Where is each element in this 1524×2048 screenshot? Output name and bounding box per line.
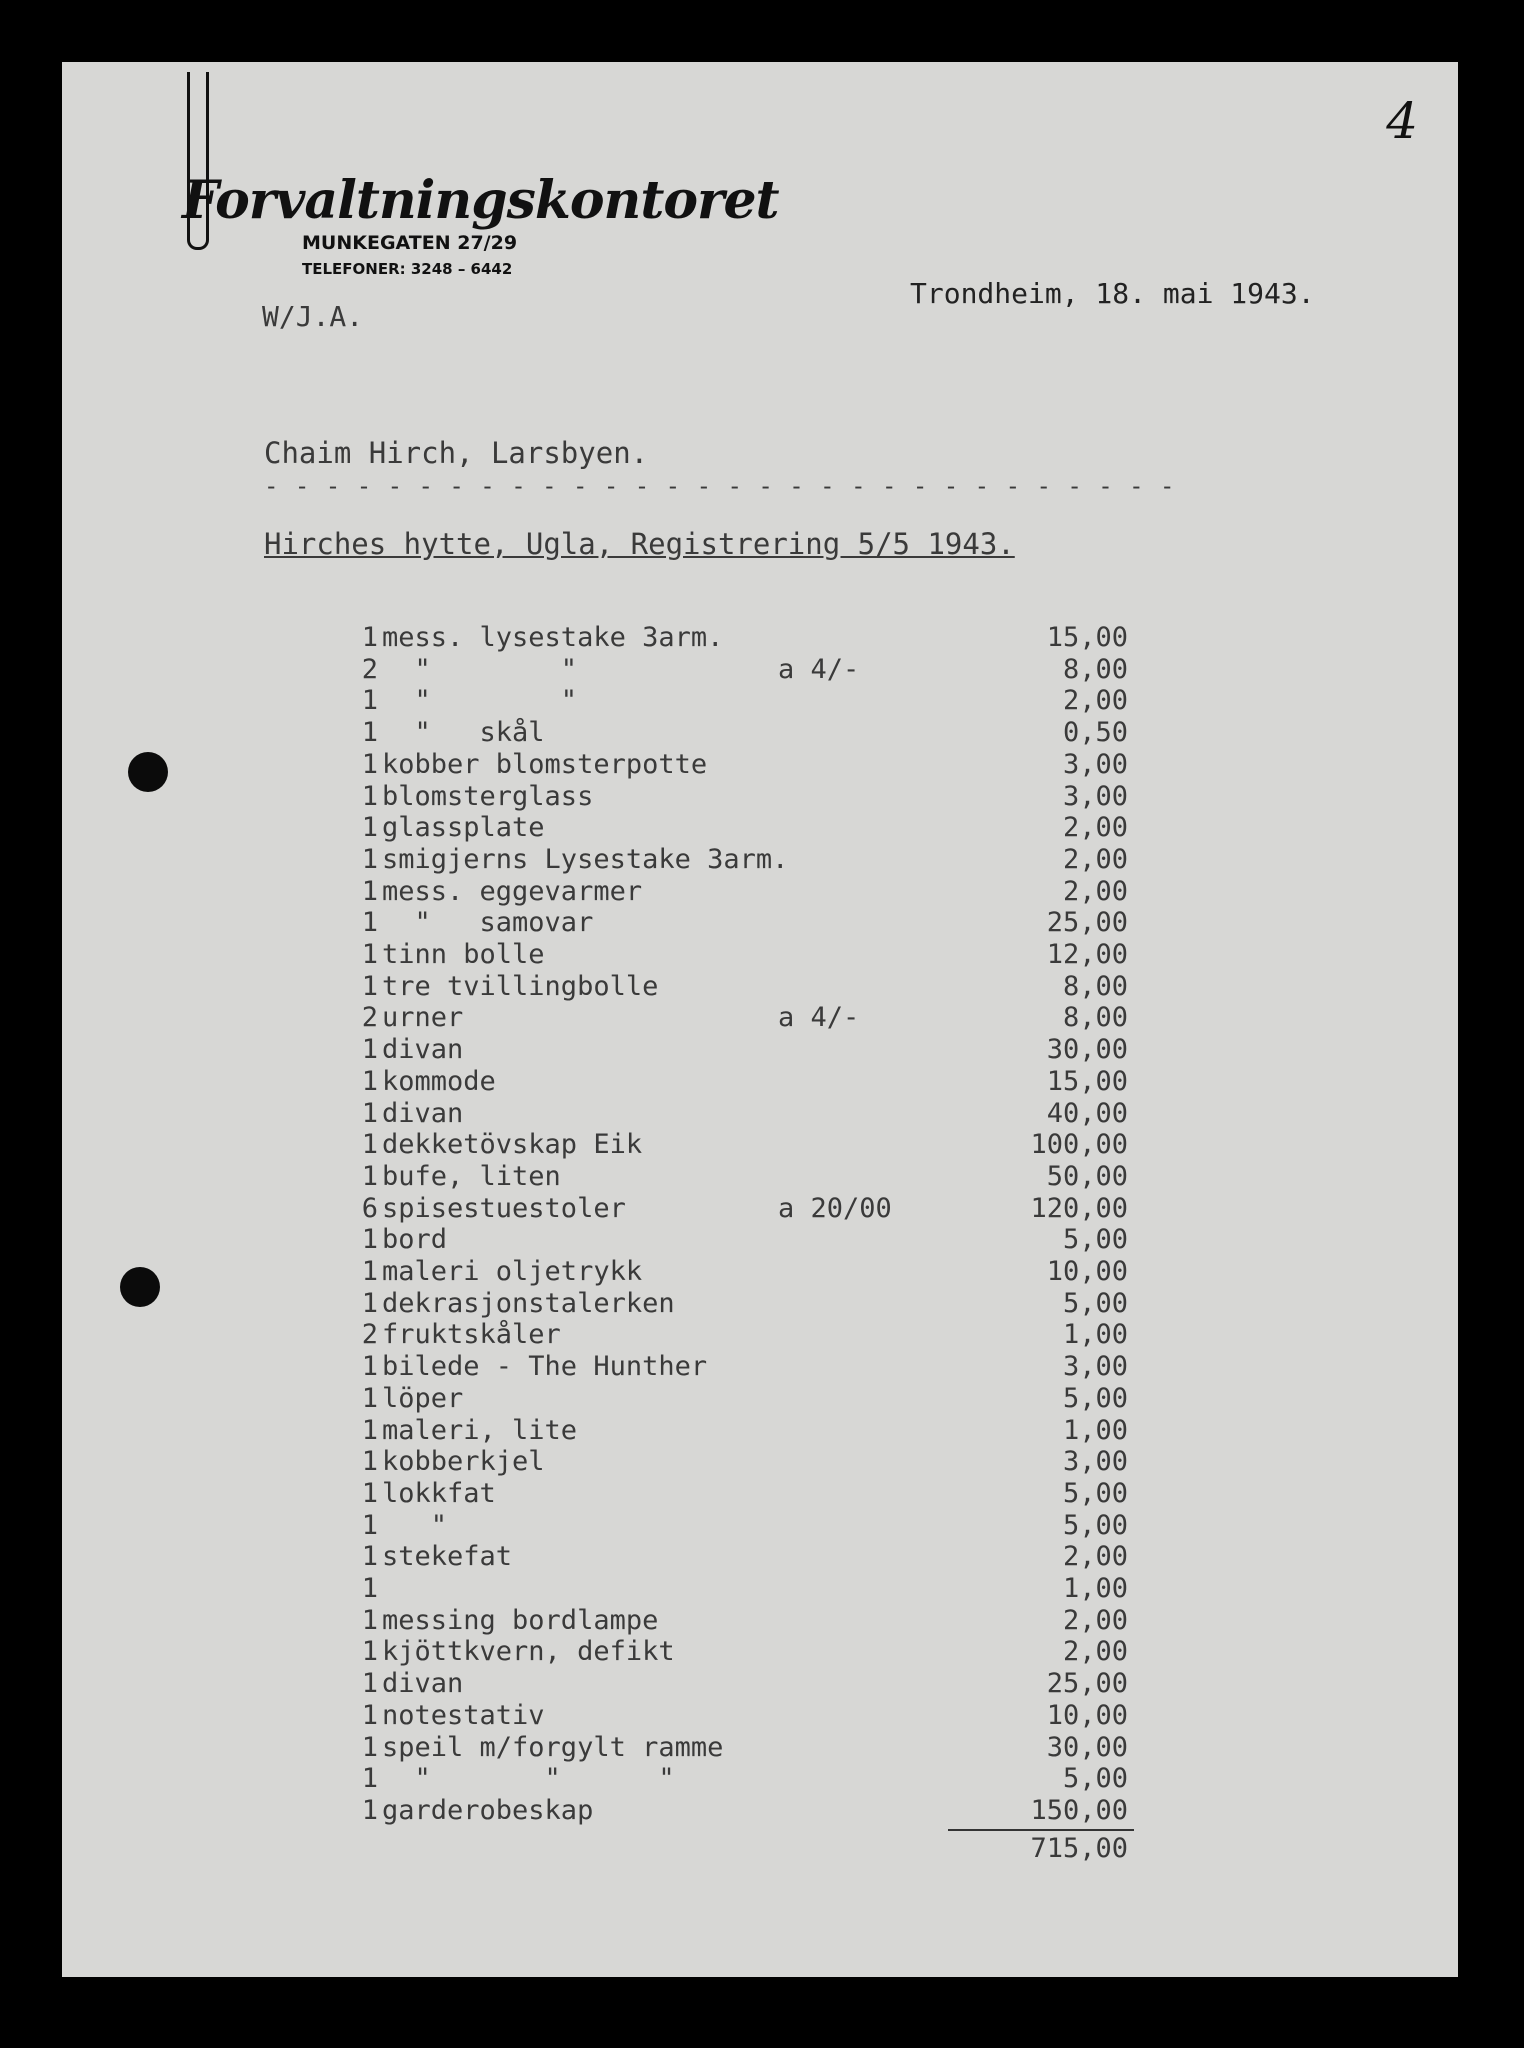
- item-unit-price: a 4/-: [778, 1002, 860, 1034]
- inventory-row: [348, 971, 1148, 1003]
- inventory-row: [348, 1415, 1148, 1447]
- inventory-row: [348, 1288, 1148, 1320]
- total-amount: 715,00: [1030, 1832, 1128, 1864]
- item-amount: 150,00: [1030, 1794, 1128, 1826]
- reference: W/J.A.: [262, 300, 364, 333]
- item-amount: 2,00: [1062, 1636, 1128, 1668]
- inventory-row: [348, 1002, 1148, 1034]
- item-amount: 15,00: [1046, 1065, 1128, 1097]
- item-amount: 100,00: [1030, 1129, 1128, 1161]
- page-number: 4: [1386, 92, 1418, 150]
- item-amount: 1,00: [1062, 1573, 1128, 1604]
- item-qty: 1: [361, 685, 378, 717]
- item-desc: löper: [382, 1382, 464, 1414]
- inventory-row: [348, 1129, 1148, 1161]
- item-qty: 1: [361, 939, 378, 970]
- item-amount: 2,00: [1062, 1541, 1128, 1573]
- inventory-row: [348, 876, 1148, 908]
- item-amount: 25,00: [1046, 907, 1128, 939]
- letterhead-phone: TELEFONER: 3248 – 6442: [302, 260, 513, 278]
- document-page: [62, 62, 1458, 1977]
- item-desc: maleri oljetrykk: [382, 1256, 643, 1287]
- item-unit-price: a 4/-: [778, 653, 860, 685]
- inventory-row: [348, 1161, 1148, 1193]
- item-qty: 1: [361, 907, 378, 939]
- item-qty: 1: [361, 1097, 378, 1129]
- item-desc: smigjerns Lysestake 3arm.: [382, 843, 789, 875]
- recipient-underline: - - - - - - - - - - - - - - - - - - - - - - - - - - - - - -: [264, 472, 1176, 500]
- inventory-row: [348, 1795, 1148, 1827]
- item-amount: 0,50: [1062, 717, 1128, 749]
- item-desc: maleri, lite: [382, 1414, 578, 1446]
- item-amount: 5,00: [1062, 1224, 1128, 1256]
- item-amount: 12,00: [1046, 939, 1128, 970]
- item-desc: " skål: [382, 717, 545, 749]
- item-desc: " ": [382, 653, 578, 685]
- inventory-row: [348, 812, 1148, 844]
- inventory-row: [348, 1732, 1148, 1764]
- inventory-row: [348, 1763, 1148, 1795]
- item-amount: 5,00: [1062, 1477, 1128, 1509]
- item-amount: 2,00: [1062, 812, 1128, 844]
- item-amount: 8,00: [1062, 653, 1128, 685]
- item-qty: 1: [361, 1541, 378, 1573]
- total-rule: [948, 1829, 1134, 1831]
- item-desc: divan: [382, 1097, 464, 1129]
- inventory-row: [348, 1510, 1148, 1542]
- item-desc: ": [382, 1509, 448, 1541]
- recipient: Chaim Hirch, Larsbyen.: [264, 436, 649, 470]
- inventory-row: [348, 654, 1148, 686]
- item-desc: speil m/forgylt ramme: [382, 1731, 724, 1763]
- item-qty: 1: [361, 780, 378, 812]
- item-amount: 2,00: [1062, 843, 1128, 875]
- item-qty: 1: [361, 1065, 378, 1097]
- item-desc: kobberkjel: [382, 1446, 545, 1478]
- item-qty: 2: [361, 1319, 378, 1351]
- inventory-row: [348, 781, 1148, 813]
- item-qty: 2: [361, 653, 378, 685]
- item-qty: 1: [361, 1668, 378, 1700]
- item-desc: tre tvillingbolle: [382, 970, 659, 1002]
- item-qty: 1: [361, 1160, 378, 1192]
- place-date: Trondheim, 18. mai 1943.: [910, 277, 1315, 310]
- item-qty: 1: [361, 1509, 378, 1541]
- item-desc: mess. lysestake 3arm.: [382, 622, 724, 653]
- item-qty: 1: [361, 843, 378, 875]
- inventory-row: [348, 1478, 1148, 1510]
- item-desc: divan: [382, 1668, 464, 1700]
- item-qty: 1: [361, 875, 378, 907]
- item-amount: 10,00: [1046, 1256, 1128, 1287]
- item-qty: 1: [361, 812, 378, 844]
- item-qty: 1: [361, 1224, 378, 1256]
- inventory-row: [348, 1700, 1148, 1732]
- item-amount: 2,00: [1062, 1604, 1128, 1636]
- inventory-row: [348, 1636, 1148, 1668]
- inventory-row: [348, 844, 1148, 876]
- item-amount: 3,00: [1062, 1446, 1128, 1478]
- inventory-row: [348, 1605, 1148, 1637]
- item-desc: tinn bolle: [382, 939, 545, 970]
- item-desc: divan: [382, 1034, 464, 1066]
- item-desc: messing bordlampe: [382, 1604, 659, 1636]
- item-qty: 1: [361, 717, 378, 749]
- item-amount: 15,00: [1046, 622, 1128, 653]
- item-amount: 2,00: [1062, 685, 1128, 717]
- letterhead-address: MUNKEGATEN 27/29: [302, 232, 518, 254]
- inventory-row: [348, 1098, 1148, 1130]
- item-desc: " samovar: [382, 907, 594, 939]
- item-qty: 1: [361, 1414, 378, 1446]
- inventory-row: [348, 749, 1148, 781]
- item-amount: 120,00: [1030, 1192, 1128, 1224]
- item-qty: 1: [361, 1287, 378, 1319]
- item-desc: stekefat: [382, 1541, 513, 1573]
- inventory-row: [348, 1668, 1148, 1700]
- item-qty: 1: [361, 622, 378, 653]
- item-amount: 3,00: [1062, 1351, 1128, 1383]
- item-qty: 1: [361, 1129, 378, 1161]
- inventory-row: [348, 685, 1148, 717]
- inventory-row: [348, 1541, 1148, 1573]
- inventory-row: [348, 1319, 1148, 1351]
- item-desc: urner: [382, 1002, 464, 1034]
- total-row: [348, 1833, 1148, 1865]
- item-desc: glassplate: [382, 812, 545, 844]
- subject: Hirches hytte, Ugla, Registrering 5/5 1943.: [264, 527, 1015, 561]
- item-desc: bilede - The Hunther: [382, 1351, 708, 1383]
- item-amount: 5,00: [1062, 1763, 1128, 1795]
- item-desc: bufe, liten: [382, 1160, 561, 1192]
- item-desc: kobber blomsterpotte: [382, 748, 708, 780]
- item-desc: garderobeskap: [382, 1794, 594, 1826]
- item-desc: bord: [382, 1224, 448, 1256]
- item-desc: kjöttkvern, defikt: [382, 1636, 675, 1668]
- item-amount: 5,00: [1062, 1509, 1128, 1541]
- inventory-row: [348, 907, 1148, 939]
- item-desc: " " ": [382, 1763, 675, 1795]
- item-qty: 1: [361, 1382, 378, 1414]
- item-qty: 1: [361, 1034, 378, 1066]
- inventory-row: [348, 1066, 1148, 1098]
- item-amount: 3,00: [1062, 748, 1128, 780]
- item-qty: 1: [361, 1446, 378, 1478]
- item-desc: kommode: [382, 1065, 496, 1097]
- inventory-row: [348, 1383, 1148, 1415]
- inventory-row: [348, 1224, 1148, 1256]
- item-amount: 1,00: [1062, 1319, 1128, 1351]
- item-amount: 5,00: [1062, 1382, 1128, 1414]
- item-amount: 8,00: [1062, 1002, 1128, 1034]
- item-qty: 1: [361, 748, 378, 780]
- item-amount: 5,00: [1062, 1287, 1128, 1319]
- letterhead-name: Forvaltningskontoret: [182, 170, 779, 231]
- item-qty: 2: [361, 1002, 378, 1034]
- item-unit-price: a 20/00: [778, 1192, 892, 1224]
- item-amount: 1,00: [1062, 1414, 1128, 1446]
- item-qty: 1: [361, 1573, 378, 1604]
- item-qty: 1: [361, 1731, 378, 1763]
- item-qty: 1: [361, 1699, 378, 1731]
- item-desc: " ": [382, 685, 578, 717]
- item-desc: dekketövskap Eik: [382, 1129, 643, 1161]
- inventory-row: [348, 622, 1148, 654]
- inventory-row: [348, 1573, 1148, 1605]
- item-desc: mess. eggevarmer: [382, 875, 643, 907]
- item-amount: 8,00: [1062, 970, 1128, 1002]
- item-desc: dekrasjonstalerken: [382, 1287, 675, 1319]
- item-desc: spisestuestoler: [382, 1192, 626, 1224]
- item-desc: notestativ: [382, 1699, 545, 1731]
- inventory-row: [348, 939, 1148, 971]
- item-desc: lokkfat: [382, 1477, 496, 1509]
- item-qty: 1: [361, 1351, 378, 1383]
- item-amount: 3,00: [1062, 780, 1128, 812]
- item-amount: 30,00: [1046, 1731, 1128, 1763]
- item-qty: 1: [361, 1763, 378, 1795]
- punch-hole-bottom: [120, 1267, 160, 1307]
- inventory-list: [348, 622, 1148, 1992]
- item-qty: 1: [361, 1636, 378, 1668]
- inventory-row: [348, 717, 1148, 749]
- inventory-row: [348, 1193, 1148, 1225]
- item-amount: 25,00: [1046, 1668, 1128, 1700]
- inventory-row: [348, 1034, 1148, 1066]
- punch-hole-top: [128, 752, 168, 792]
- item-amount: 40,00: [1046, 1097, 1128, 1129]
- item-qty: 1: [361, 1477, 378, 1509]
- item-qty: 1: [361, 970, 378, 1002]
- item-amount: 30,00: [1046, 1034, 1128, 1066]
- item-desc: fruktskåler: [382, 1319, 561, 1351]
- item-qty: 6: [361, 1192, 378, 1224]
- item-desc: blomsterglass: [382, 780, 594, 812]
- item-qty: 1: [361, 1794, 378, 1826]
- item-qty: 1: [361, 1604, 378, 1636]
- item-amount: 10,00: [1046, 1699, 1128, 1731]
- item-amount: 50,00: [1046, 1160, 1128, 1192]
- inventory-row: [348, 1446, 1148, 1478]
- inventory-row: [348, 1256, 1148, 1288]
- item-qty: 1: [361, 1256, 378, 1287]
- item-amount: 2,00: [1062, 875, 1128, 907]
- inventory-row: [348, 1351, 1148, 1383]
